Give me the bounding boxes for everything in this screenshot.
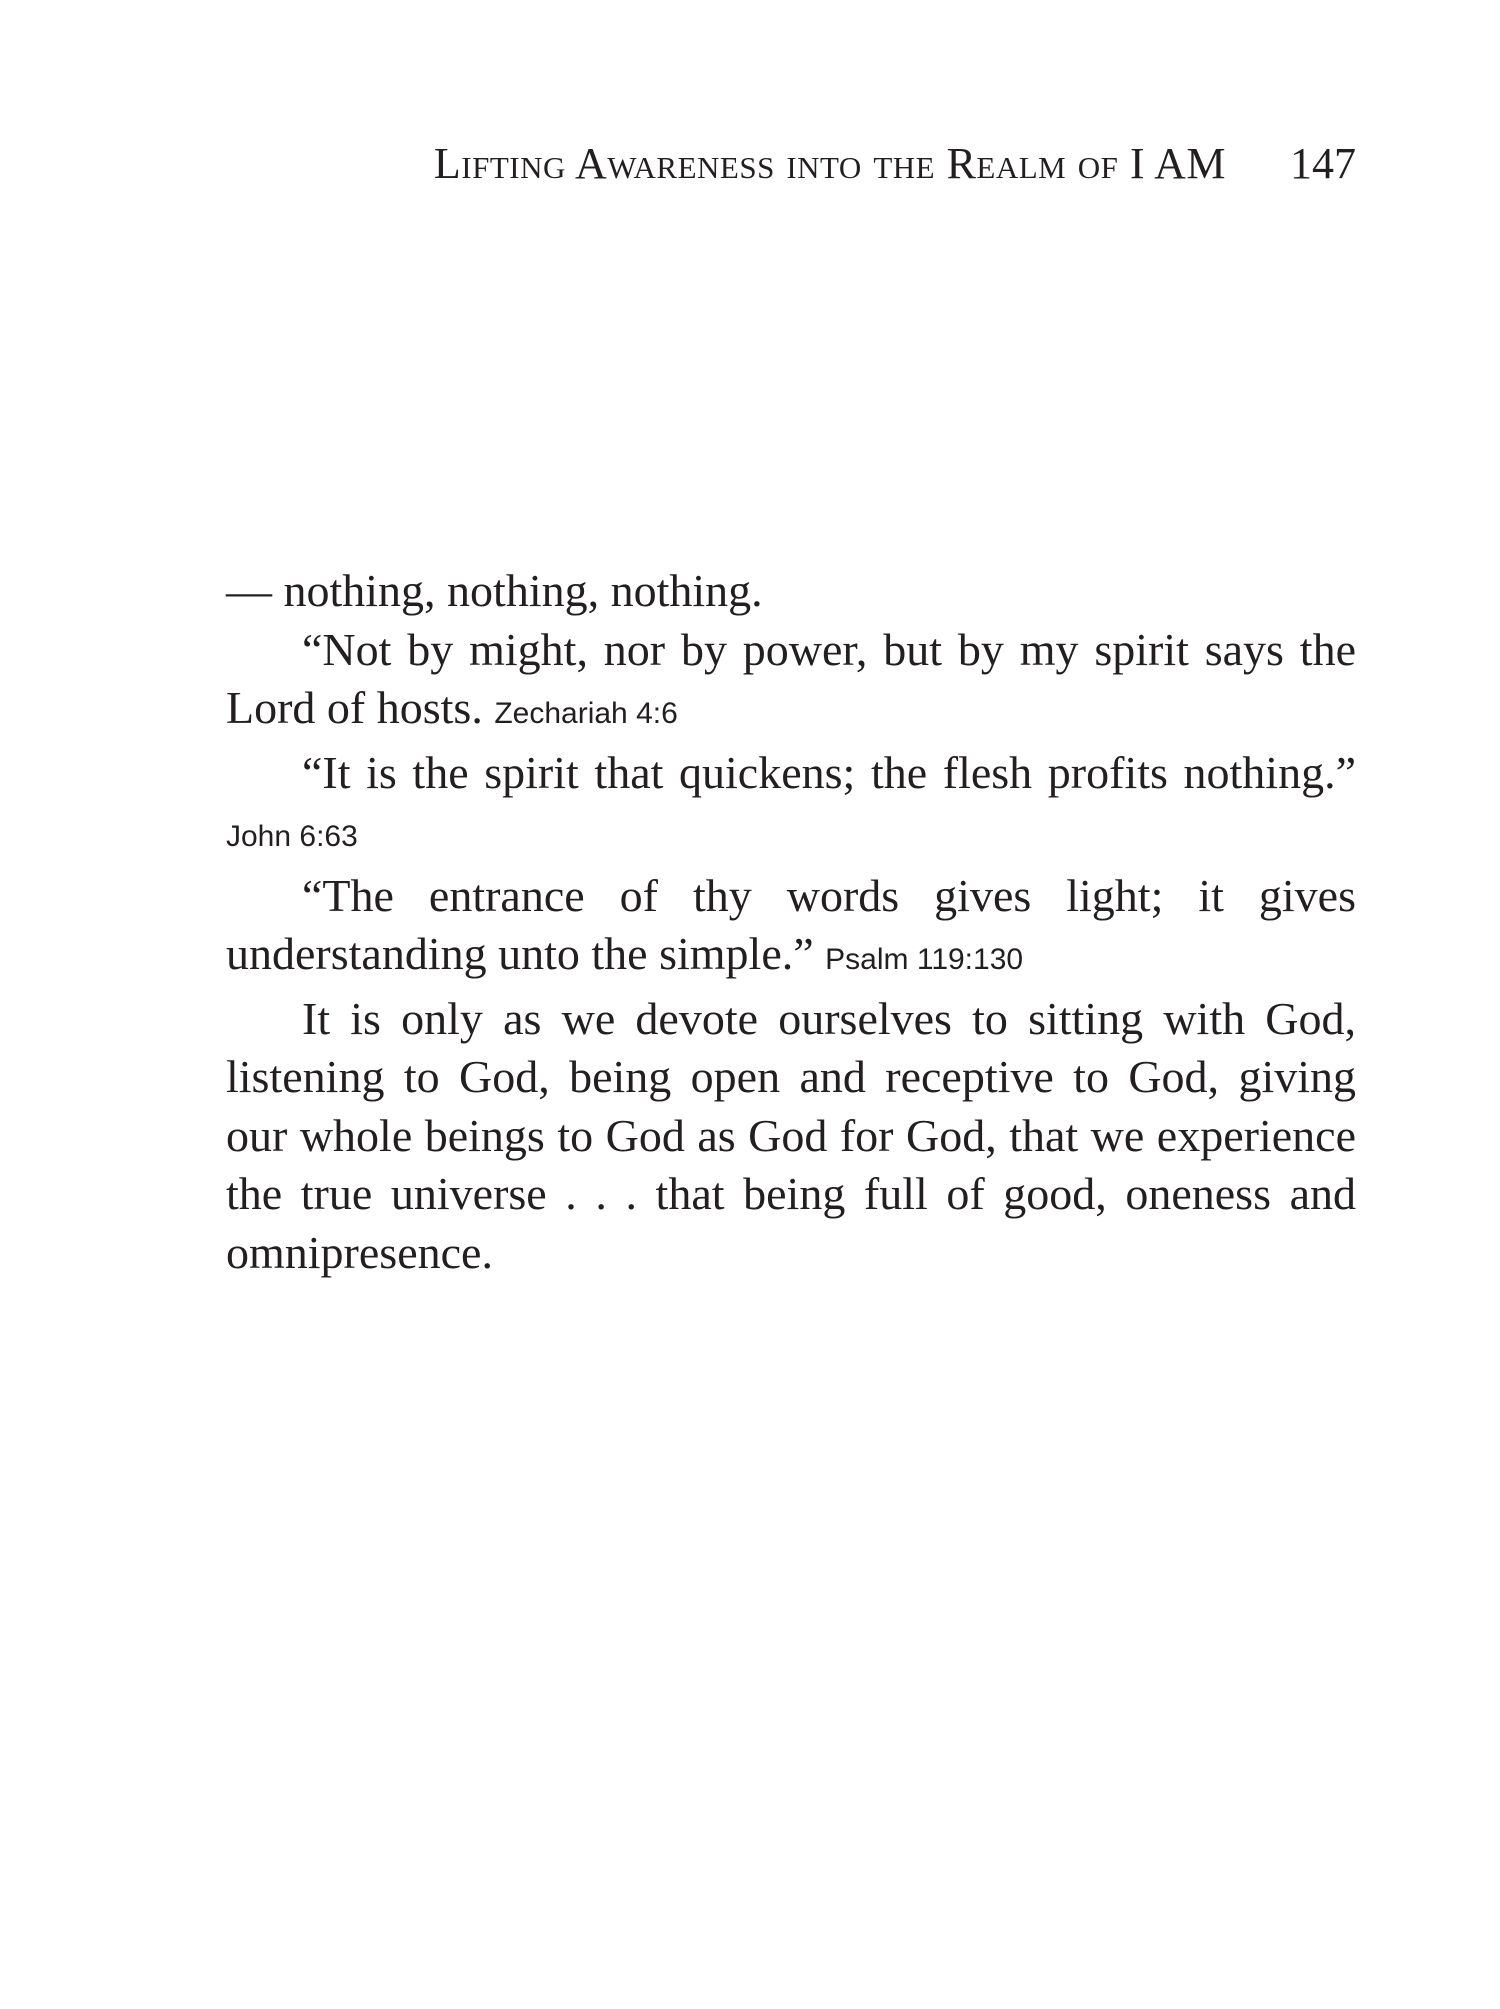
paragraph-closing — [226, 990, 1356, 1283]
paragraph-text: “It is the spirit that quickens; the flesh profits nothing.” — [302, 746, 1356, 798]
scripture-citation: John 6:63 — [226, 820, 358, 853]
paragraph-continuation — [226, 562, 1356, 621]
paragraph-quote-zechariah — [226, 621, 1356, 744]
scripture-citation: Zechariah 4:6 — [494, 697, 678, 730]
running-header — [226, 138, 1356, 198]
running-title: Lifting Awareness into the Realm of I AM — [433, 139, 1226, 188]
page-number: 147 — [1290, 139, 1356, 188]
paragraph-text: “Not by might, nor by power, but by my spirit says the Lord of hosts. — [226, 623, 1356, 733]
scripture-citation: Psalm 119:130 — [825, 943, 1024, 976]
body-text — [226, 562, 1356, 1282]
paragraph-quote-john — [226, 744, 1356, 867]
paragraph-quote-psalm — [226, 867, 1356, 990]
paragraph-text: — nothing, nothing, nothing. — [226, 565, 763, 616]
paragraph-text: It is only as we devote ourselves to sitting with God, listening to God, being open and receptive to God, giving our whole beings to God as God for God, that we experience the true universe . . . that being full of good, oneness and omnipresence. — [226, 992, 1356, 1278]
paragraph-text: “The entrance of thy words gives light; it gives understanding unto the simple.” — [226, 869, 1356, 979]
